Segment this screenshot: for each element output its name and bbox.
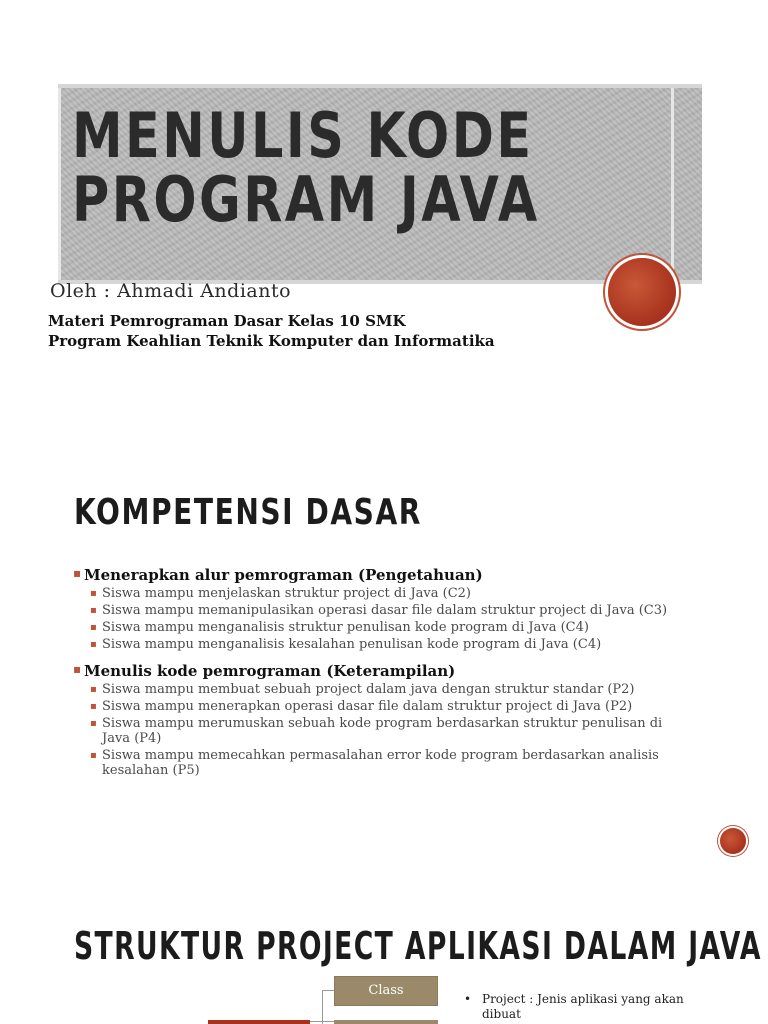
bullet-text: Project : Jenis aplikasi yang akan dibuat [482,992,684,1021]
sub-list [74,682,714,778]
band-divider-right [671,88,674,280]
diagram-root-box [208,1020,310,1024]
decorative-circle-small [720,828,746,854]
decorative-circle [608,258,676,326]
bullet-dot: • [464,992,472,1006]
list-item: ▪ Siswa mampu merumuskan sebuah kode program berdasarkan struktur penulisan di Java (P4) [74,716,692,746]
competency-item: ▪ Menulis kode pemrograman (Keterampilan) [74,662,714,680]
list-item: ▪ Siswa mampu menjelaskan struktur project di Java (C2) [74,586,692,601]
list-item: ▪ Siswa mampu memanipulasikan operasi dasar file dalam struktur project di Java (C3) [74,603,692,618]
competency-item: ▪ Menerapkan alur pemrograman (Pengetahuan) [74,566,714,584]
slide-title [0,0,768,384]
diagram-class-box: Class [334,976,438,1006]
presentation-title: MENULIS KODE PROGRAM JAVA [72,99,540,236]
slide-heading: KOMPETENSI DASAR [74,492,422,533]
list-item: ▪ Siswa mampu memecahkan permasalahan error kode program berdasarkan analisis kesalahan (P5) [74,748,692,778]
diagram-box [334,1020,438,1024]
sub-list [74,586,714,652]
list-item: ▪ Siswa mampu menerapkan operasi dasar file dalam struktur project di Java (P2) [74,699,692,714]
subtitle-line-1: Materi Pemrograman Dasar Kelas 10 SMK [48,312,406,330]
band-divider-left [58,88,61,280]
slide-kompetensi-dasar [0,452,768,872]
list-item: ▪ Siswa mampu membuat sebuah project dalam java dengan struktur standar (P2) [74,682,692,697]
competency-list [74,566,714,780]
list-item: ▪ Siswa mampu menganalisis kesalahan penulisan kode program di Java (C4) [74,637,692,652]
slide-struktur-project [0,900,768,1024]
project-bullet [464,992,714,1022]
diagram-connector [310,1021,334,1022]
author-line: Oleh : Ahmadi Andianto [50,280,292,302]
list-item: ▪ Siswa mampu menganalisis struktur penulisan kode program di Java (C4) [74,620,692,635]
subtitle-line-2: Program Keahlian Teknik Komputer dan Informatika [48,332,495,350]
slide-heading: STRUKTUR PROJECT APLIKASI DALAM JAVA [74,924,762,968]
